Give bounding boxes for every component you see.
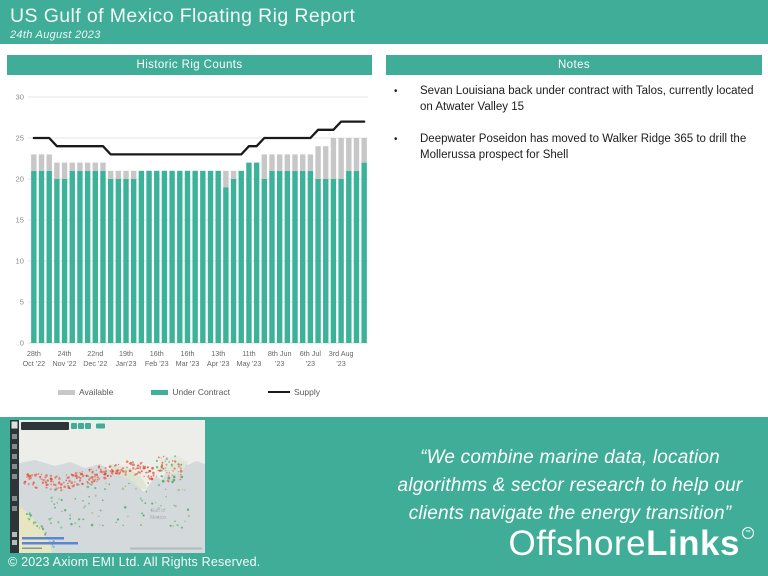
map-logo	[12, 422, 18, 429]
quote-line: “We combine marine data, location	[420, 447, 720, 468]
bar-available	[285, 154, 290, 170]
bar-under-contract	[185, 171, 190, 343]
chart-legend	[6, 384, 372, 400]
bar-available	[39, 154, 44, 170]
bullet-icon: •	[394, 86, 398, 97]
svg-text:Feb '23: Feb '23	[144, 359, 169, 368]
bar-under-contract	[177, 171, 182, 343]
bar-under-contract	[31, 171, 36, 343]
map-attribution	[130, 548, 202, 550]
bar-available	[223, 171, 228, 187]
copyright-text: © 2023 Axiom EMI Ltd. All Rights Reserved.	[8, 555, 261, 569]
bar-under-contract	[208, 171, 213, 343]
svg-text:11th: 11th	[242, 349, 256, 358]
bar-under-contract	[354, 171, 359, 343]
bar-available	[85, 163, 90, 171]
note-item	[390, 84, 762, 116]
legend-available-label: Available	[79, 387, 114, 397]
note-text: Deepwater Poseidon has moved to Walker Ridge 365 to drill the Mollerussa prospect for Shell	[420, 132, 747, 161]
bar-available	[331, 138, 336, 179]
svg-text:Dec '22: Dec '22	[83, 359, 108, 368]
svg-text:25: 25	[15, 133, 24, 143]
logo-offshore: Offshore	[508, 524, 647, 563]
map-tool-icon	[12, 444, 17, 449]
map-button	[96, 424, 105, 429]
bar-available	[131, 171, 136, 179]
bar-under-contract	[192, 171, 197, 343]
bar-under-contract	[246, 163, 251, 343]
svg-text:Mar '23: Mar '23	[175, 359, 200, 368]
gulf-label: Gulf of	[150, 508, 166, 514]
svg-text:24th: 24th	[57, 349, 72, 358]
map-button	[78, 423, 84, 429]
trademark-icon: ™	[742, 527, 754, 539]
bar-under-contract	[139, 171, 144, 343]
bar-under-contract	[108, 179, 113, 343]
legend-under-contract	[151, 387, 230, 397]
bar-available	[308, 154, 313, 170]
bar-under-contract	[100, 171, 105, 343]
bar-under-contract	[231, 179, 236, 343]
report-header	[0, 0, 768, 44]
bar-under-contract	[285, 171, 290, 343]
bar-under-contract	[308, 171, 313, 343]
bar-under-contract	[277, 171, 282, 343]
quote-line: algorithms & sector research to help our	[397, 475, 743, 497]
note-item	[390, 132, 762, 164]
bar-under-contract	[39, 171, 44, 343]
historic-rig-counts-chart	[6, 84, 372, 384]
map-button	[71, 423, 77, 429]
map-scale-bar	[22, 537, 64, 540]
svg-text:15: 15	[15, 215, 24, 225]
rig-counts-plot	[6, 84, 372, 384]
svg-text:5: 5	[19, 297, 24, 307]
bar-available	[70, 163, 75, 171]
bar-under-contract	[123, 179, 128, 343]
bar-available	[47, 154, 52, 170]
offshorelinks-logo	[508, 524, 754, 564]
map-button	[85, 423, 91, 429]
legend-under-contract-label: Under Contract	[172, 387, 230, 397]
bar-available	[315, 146, 320, 179]
notes-panel	[390, 84, 762, 179]
svg-text:13th: 13th	[211, 349, 226, 358]
bar-under-contract	[239, 171, 244, 343]
gulf-label: Mexico	[150, 515, 166, 521]
bar-under-contract	[223, 187, 228, 343]
bar-under-contract	[200, 171, 205, 343]
bar-under-contract	[300, 171, 305, 343]
gulf-map-image	[10, 420, 205, 553]
svg-text:0: 0	[19, 338, 24, 348]
svg-text:Jan'23: Jan'23	[115, 359, 137, 368]
bar-under-contract	[331, 179, 336, 343]
bar-available	[262, 154, 267, 179]
bar-under-contract	[292, 171, 297, 343]
report-date: 24th August 2023	[10, 29, 101, 41]
svg-text:6th Jul: 6th Jul	[299, 349, 321, 358]
svg-text:16th: 16th	[180, 349, 195, 358]
bar-under-contract	[216, 171, 221, 343]
quote-line: clients navigate the energy transition”	[408, 503, 732, 525]
bar-available	[300, 154, 305, 170]
x-axis-labels	[23, 349, 354, 368]
bar-available	[123, 171, 128, 179]
bar-under-contract	[154, 171, 159, 343]
map-tool-icon	[12, 496, 17, 501]
bar-under-contract	[169, 171, 174, 343]
bar-available	[323, 146, 328, 179]
bar-available	[292, 154, 297, 170]
svg-text:19th: 19th	[119, 349, 134, 358]
bar-under-contract	[338, 179, 343, 343]
map-tool-icon	[12, 532, 17, 537]
bar-available	[62, 163, 67, 179]
bar-available	[93, 163, 98, 171]
bar-under-contract	[315, 179, 320, 343]
svg-text:28th: 28th	[26, 349, 41, 358]
svg-text:30: 30	[15, 92, 24, 102]
svg-text:3rd Aug: 3rd Aug	[328, 349, 354, 358]
svg-text:Nov '22: Nov '22	[52, 359, 77, 368]
bar-available	[269, 154, 274, 170]
bar-available	[361, 138, 366, 163]
bullet-icon: •	[394, 133, 398, 145]
bar-under-contract	[85, 171, 90, 343]
map-tool-icon	[12, 434, 17, 439]
legend-supply	[268, 387, 320, 397]
legend-available	[58, 387, 113, 397]
logo-links: Links	[646, 524, 740, 563]
footer-quote	[374, 444, 766, 528]
bar-under-contract	[77, 171, 82, 343]
bars-layer	[31, 138, 367, 343]
map-tool-icon	[12, 540, 17, 545]
supply-swatch	[268, 391, 290, 394]
bar-available	[108, 171, 113, 179]
map-scale-bar	[22, 542, 78, 545]
svg-text:16th: 16th	[149, 349, 164, 358]
svg-text:'23: '23	[336, 359, 346, 368]
svg-text:'23: '23	[305, 359, 316, 368]
bar-under-contract	[346, 171, 351, 343]
svg-text:Oct '22: Oct '22	[22, 359, 46, 368]
bar-available	[100, 163, 105, 171]
map-tool-icon	[12, 454, 17, 459]
note-text: Sevan Louisiana back under contract with Talos, currently located on Atwater Valley 15	[420, 85, 754, 113]
bar-available	[338, 138, 343, 179]
bar-available	[346, 138, 351, 171]
bar-under-contract	[262, 179, 267, 343]
bar-available	[54, 163, 59, 179]
bar-under-contract	[116, 179, 121, 343]
bar-available	[231, 171, 236, 179]
svg-text:May '23: May '23	[236, 359, 262, 368]
svg-text:10: 10	[15, 256, 24, 266]
svg-text:20: 20	[15, 174, 24, 184]
bar-under-contract	[269, 171, 274, 343]
map-tool-icon	[12, 474, 17, 479]
bar-under-contract	[361, 163, 366, 343]
page-title: US Gulf of Mexico Floating Rig Report	[10, 5, 356, 27]
bar-available	[116, 171, 121, 179]
bar-under-contract	[146, 171, 151, 343]
svg-text:'23: '23	[274, 359, 285, 368]
bar-under-contract	[62, 179, 67, 343]
bar-under-contract	[131, 179, 136, 343]
svg-text:Apr '23: Apr '23	[206, 359, 230, 368]
bar-available	[277, 154, 282, 170]
bar-under-contract	[93, 171, 98, 343]
bar-available	[77, 163, 82, 171]
legend-supply-label: Supply	[293, 387, 320, 397]
bar-available	[31, 154, 36, 170]
y-axis-labels	[16, 93, 24, 348]
map-tool-icon	[12, 464, 17, 469]
bar-under-contract	[70, 171, 75, 343]
map-search-bar	[21, 422, 69, 430]
notes-section-title: Notes	[386, 55, 762, 75]
bar-under-contract	[47, 171, 52, 343]
bar-available	[354, 138, 359, 171]
map-tool-icon	[12, 506, 17, 511]
svg-text:8th Jun: 8th Jun	[267, 349, 292, 358]
bar-under-contract	[54, 179, 59, 343]
bar-under-contract	[323, 179, 328, 343]
available-swatch	[58, 390, 75, 395]
svg-text:22nd: 22nd	[87, 349, 104, 358]
bar-under-contract	[162, 171, 167, 343]
bar-under-contract	[254, 163, 259, 343]
map-scale-text	[22, 548, 42, 550]
chart-section-title: Historic Rig Counts	[7, 55, 372, 75]
under-contract-swatch	[151, 390, 168, 395]
map-preview	[10, 420, 205, 553]
